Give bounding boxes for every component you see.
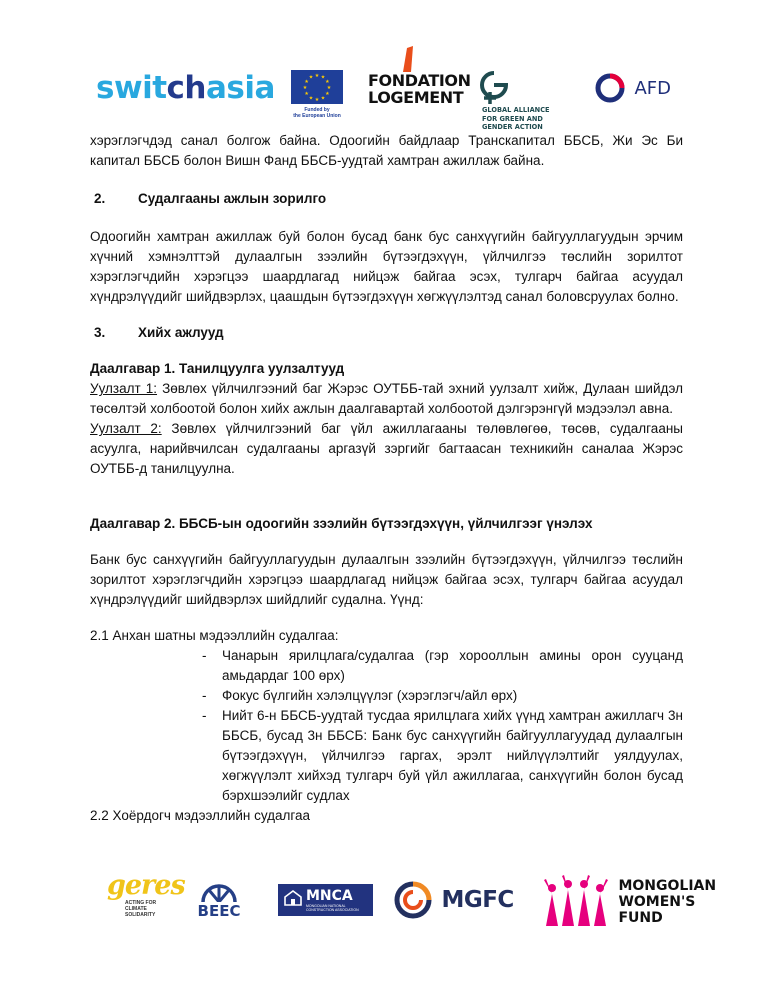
- mnca-caption: MONGOLIAN NATIONAL CONSTRUCTION ASSOCIATION: [306, 904, 359, 912]
- switchasia-logo-part3: asia: [206, 70, 275, 106]
- footer-logo-row: [0, 872, 773, 932]
- meeting-2-text: Зөвлөх үйлчилгээний баг үйл ажиллагааны төлөвлөгөө, төсөв, судалгааны асуулга, нарийвчилсан судалгааны аргазүй зэргийг багтаасан техникийн саналаа Жэрэс ОУТББ-д танилцуулна.: [90, 421, 683, 476]
- subsection-2-1-title: 2.1 Анхан шатны мэдээллийн судалгаа:: [90, 628, 339, 643]
- svg-text:★: ★: [302, 85, 308, 91]
- list-item-text: Фокус бүлгийн хэлэлцүүлэг (хэрэглэгч/айл өрх): [222, 688, 518, 703]
- mgfc-ring-icon: [393, 880, 433, 920]
- svg-text:★: ★: [304, 79, 309, 85]
- list-item-text: Чанарын ярилцлага/судалгаа (гэр хорооллын амины орон сууцанд амьдардаг 100 өрх): [222, 648, 683, 683]
- switchasia-logo: [96, 70, 275, 106]
- mwf-text: MONGOLIAN WOMEN'S FUND: [618, 878, 717, 926]
- svg-text:★: ★: [304, 91, 309, 97]
- intro-paragraph: хэрэглэгчдэд санал болгож байна. Одоогийн байдлаар Транскапитал ББСБ, Жи Эс Би капитал ББСБ болон Вишн Фанд ББСБ-уудтай хамтран ажиллаж байна.: [90, 133, 683, 168]
- research-method-list: [202, 646, 683, 806]
- section-2-paragraph: Одоогийн хамтран ажиллаж буй болон бусад банк бус санхүүгийн байгууллагуудын эрчим хүчний хэмнэлттэй дулаалгын зээлийн бүтээгдэхүүн, үйлчилгээ төслийн зорилтот хэрэглэгчдийн хэрэгцээ шаардлагад нийцэж байгаа эсэх, тулгарч байгаа асуудал хүндрэлүүдийг шийдвэрлэх, цаашдын бүтээгдэхүүн хөгжүүлэлтэд санал боловсруулах болно.: [90, 229, 683, 304]
- list-dash: -: [202, 648, 207, 663]
- svg-text:★: ★: [320, 95, 326, 102]
- section-3-heading: [90, 323, 683, 343]
- header-logo-row: [0, 40, 773, 131]
- eu-flag-icon: [291, 70, 343, 104]
- fondation-roof-icon: [399, 46, 419, 72]
- svg-text:★: ★: [320, 74, 326, 81]
- meeting-2-paragraph: [90, 419, 683, 479]
- mgfc-logo: [393, 880, 514, 920]
- section-2-title: Судалгааны ажлын зорилго: [138, 191, 327, 206]
- svg-text:★: ★: [326, 85, 332, 91]
- geres-caption: ACTING FOR CLIMATE SOLIDARITY: [125, 900, 157, 918]
- meeting-2-label: Уулзалт 2:: [90, 421, 162, 436]
- mongolian-womens-fund-logo: [540, 874, 716, 930]
- switchasia-logo-part2: ch: [166, 70, 206, 106]
- list-dash: -: [202, 688, 207, 703]
- mgfc-text: MGFC: [441, 887, 514, 913]
- section-3-title: Хийх ажлууд: [138, 325, 224, 340]
- svg-text:★: ★: [314, 73, 320, 79]
- task-1-title: Даалгавар 1. Танилцуулга уулзалтууд: [90, 361, 345, 376]
- svg-text:★: ★: [325, 91, 330, 97]
- svg-text:★: ★: [314, 97, 320, 103]
- list-item: [202, 706, 683, 806]
- geres-word: geres: [107, 870, 185, 901]
- eu-caption: Funded by the European Union: [293, 107, 341, 119]
- mwf-figures-icon: [540, 874, 612, 930]
- fondation-line1: FONDATION: [368, 71, 471, 90]
- mnca-logo: [278, 884, 373, 916]
- beec-logo: [190, 876, 248, 920]
- list-dash: -: [202, 708, 207, 723]
- mnca-text: MNCA: [306, 888, 353, 904]
- geres-logo: [107, 870, 185, 918]
- section-2-number: 2.: [94, 191, 106, 206]
- afd-ring-icon: [594, 72, 626, 104]
- svg-text:★: ★: [308, 95, 314, 102]
- list-item: [202, 686, 683, 706]
- switchasia-logo-part1: swit: [96, 70, 167, 106]
- section-3-number: 3.: [94, 325, 106, 340]
- global-alliance-mark-icon: [480, 70, 508, 106]
- subsection-2-2-title: 2.2 Хоёрдогч мэдээллийн судалгаа: [90, 808, 311, 823]
- global-alliance-text: GLOBAL ALLIANCE FOR GREEN AND GENDER ACTION: [482, 106, 550, 131]
- afd-logo: [594, 72, 671, 104]
- svg-text:★: ★: [325, 79, 330, 85]
- section-2-heading: [90, 189, 683, 209]
- global-alliance-logo: [480, 70, 580, 132]
- document-body: [90, 131, 683, 826]
- meeting-1-text: Зөвлөх үйлчилгээний баг Жэрэс ОУТББ-тай эхний уулзалт хийж, Дулаан шийдэл төсөлтэй холбоотой болон хийх ажлын даалгавартай холбоотой дэлгэрэнгүй мэдээлэл авна.: [90, 381, 683, 416]
- task-2-paragraph: Банк бус санхүүгийн байгууллагуудын дулаалгын зээлийн бүтээгдэхүүн, үйлчилгээ төслийн зорилтот хэрэглэгчдийн хэрэгцээ шаардлагад нийцэж байгаа эсэх, тулгарч байгаа асуудал хүндрэлүүдийг шийдвэрлэх шийдлийг судална. Үүнд:: [90, 552, 683, 607]
- beec-arch-icon: [199, 876, 239, 902]
- list-item: [202, 646, 683, 686]
- fondation-logement-logo: [368, 46, 471, 107]
- task-2-title: Даалгавар 2. ББСБ-ын одоогийн зээлийн бүтээгдэхүүн, үйлчилгээг үнэлэх: [90, 516, 593, 531]
- fondation-line2: LOGEMENT: [368, 88, 464, 107]
- meeting-1-paragraph: [90, 379, 683, 419]
- eu-logo: [291, 70, 343, 119]
- svg-text:★: ★: [308, 74, 314, 81]
- mnca-building-icon: [284, 890, 302, 906]
- afd-text: AFD: [634, 77, 671, 99]
- beec-text: BEEC: [197, 902, 241, 920]
- meeting-1-label: Уулзалт 1:: [90, 381, 158, 396]
- list-item-text: Нийт 6-н ББСБ-уудтай тусдаа ярилцлага хийх үүнд хамтран ажиллагч 3н ББСБ, бусад 3н ББСБ: Банк бус санхүүгийн байгууллагуудад дулаалгын бүтээгдэхүүн, үйлчилгээ гаргах, эрэлт нийлүүлэлтийг уялдуулах, хөгжүүлэлт хийхэд тулгарч буй үйл ажиллагаа, санхүүгийн болон бусад бэрхшээлийг судлах: [222, 708, 683, 803]
